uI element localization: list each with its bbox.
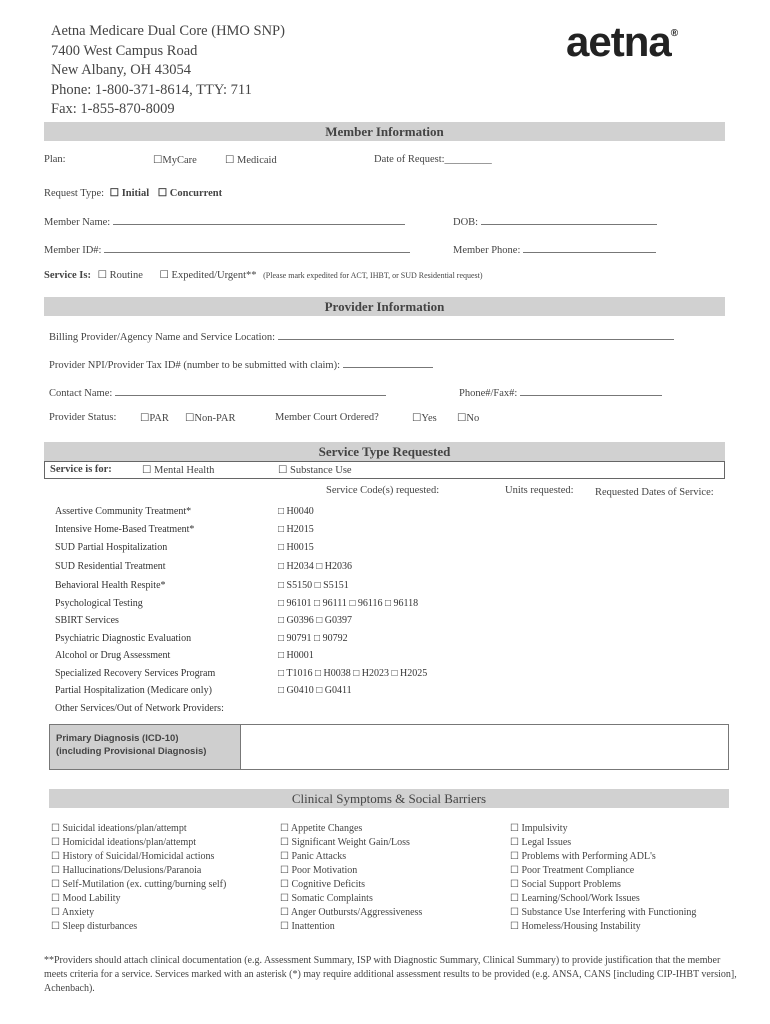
service-row-name: Psychological Testing	[55, 598, 143, 609]
service-row-codes[interactable]: □ H0040	[278, 506, 314, 517]
service-row-codes[interactable]: □ 90791 □ 90792	[278, 633, 348, 644]
provider-npi-field[interactable]	[49, 357, 433, 371]
service-row-codes[interactable]: □ T1016 □ H0038 □ H2023 □ H2025	[278, 668, 428, 679]
symptom-checkbox[interactable]: ☐ Learning/School/Work Issues	[510, 893, 640, 904]
plan-label: Plan:	[44, 154, 66, 165]
dob-line	[481, 214, 657, 225]
substance-use-checkbox[interactable]: ☐ Substance Use	[278, 465, 352, 476]
symptom-checkbox[interactable]: ☐ Significant Weight Gain/Loss	[280, 837, 410, 848]
units-column-header: Units requested:	[505, 485, 574, 496]
plan-medicaid-checkbox[interactable]: ☐ Medicaid	[225, 155, 277, 166]
symptom-checkbox[interactable]: ☐ Self-Mutilation (ex. cutting/burning self)	[51, 879, 227, 890]
dob-label: DOB:	[453, 217, 479, 228]
service-row-codes[interactable]: □ H2015	[278, 524, 314, 535]
symptom-checkbox[interactable]: ☐ Somatic Complaints	[280, 893, 373, 904]
address-line: Aetna Medicare Dual Core (HMO SNP)	[51, 23, 285, 39]
clinical-column-1	[51, 822, 226, 934]
symptom-checkbox[interactable]: ☐ Homeless/Housing Instability	[510, 921, 641, 932]
clinical-symptoms-header	[49, 789, 729, 808]
symptom-checkbox[interactable]: ☐ Problems with Performing ADL's	[510, 851, 656, 862]
symptom-checkbox[interactable]: ☐ Cognitive Deficits	[280, 879, 366, 890]
provider-npi-line	[343, 357, 433, 368]
service-row-codes[interactable]: □ H0001	[278, 650, 314, 661]
service-expedited-checkbox[interactable]: ☐ Expedited/Urgent**	[159, 270, 257, 281]
payer-address	[51, 22, 285, 120]
symptom-checkbox[interactable]: ☐ Social Support Problems	[510, 879, 621, 890]
symptom-checkbox[interactable]: ☐ Appetite Changes	[280, 823, 363, 834]
provider-info-header	[44, 297, 725, 316]
service-row-name: Alcohol or Drug Assessment	[55, 650, 171, 661]
member-name-field[interactable]	[44, 214, 405, 228]
provider-par-checkbox[interactable]: ☐PAR	[140, 413, 169, 424]
address-line: New Albany, OH 43054	[51, 62, 192, 78]
service-row-codes[interactable]: □ 96101 □ 96111 □ 96116 □ 96118	[278, 598, 419, 609]
service-for-label: Service is for:	[50, 464, 112, 475]
service-row-name: Behavioral Health Respite*	[55, 580, 166, 591]
phone-fax-label: Phone#/Fax#:	[459, 388, 518, 399]
court-no-checkbox[interactable]: ☐No	[457, 413, 480, 424]
logo-text: aetna	[566, 18, 671, 65]
footnote: **Providers should attach clinical documentation (e.g. Assessment Summary, ISP with Diagnostic Summary, Clinical Summary) to provide justification that the member meets criteria for a service. Services marked with an asterisk (*) may require additional assessment results to be provided (e.g. ANSA, CANS [including CIP-IHBT version], Achenbach).	[44, 955, 737, 994]
contact-name-field[interactable]	[49, 385, 386, 399]
aetna-logo	[566, 18, 678, 66]
member-id-line	[104, 242, 410, 253]
symptom-checkbox[interactable]: ☐ Legal Issues	[510, 837, 572, 848]
service-row-name: SUD Partial Hospitalization	[55, 542, 168, 553]
address-line: Phone: 1-800-371-8614, TTY: 711	[51, 81, 252, 98]
symptom-checkbox[interactable]: ☐ Homicidal ideations/plan/attempt	[51, 837, 197, 848]
provider-status-label: Provider Status:	[49, 412, 117, 423]
service-row-name: Intensive Home-Based Treatment*	[55, 524, 195, 535]
expedited-note: (Please mark expedited for ACT, IHBT, or SUD Residential request)	[263, 271, 483, 280]
symptom-checkbox[interactable]: ☐ Mood Lability	[51, 893, 121, 904]
section-title: Provider Information	[324, 299, 445, 314]
service-row-name: SBIRT Services	[55, 615, 119, 626]
service-is-row	[44, 269, 483, 281]
member-name-label: Member Name:	[44, 217, 111, 228]
billing-provider-field[interactable]	[49, 329, 674, 343]
primary-diagnosis-label	[50, 725, 241, 769]
service-is-label: Service Is:	[44, 270, 91, 281]
dates-column-header: Requested Dates of Service:	[595, 487, 714, 498]
court-yes-checkbox[interactable]: ☐Yes	[412, 413, 437, 424]
diagnosis-label-line: Primary Diagnosis (ICD-10)	[56, 733, 179, 744]
symptom-checkbox[interactable]: ☐ Substance Use Interfering with Functioning	[510, 907, 697, 918]
service-row-name: Specialized Recovery Services Program	[55, 668, 216, 679]
member-phone-field[interactable]	[453, 242, 656, 256]
member-phone-label: Member Phone:	[453, 245, 521, 256]
symptom-checkbox[interactable]: ☐ Poor Treatment Compliance	[510, 865, 635, 876]
symptom-checkbox[interactable]: ☐ Inattention	[280, 921, 335, 932]
member-id-label: Member ID#:	[44, 245, 102, 256]
section-title: Clinical Symptoms & Social Barriers	[291, 791, 487, 806]
symptom-checkbox[interactable]: ☐ History of Suicidal/Homicidal actions	[51, 851, 215, 862]
service-row-codes[interactable]: □ H2034 □ H2036	[278, 561, 353, 572]
request-initial-checkbox[interactable]: ☐ Initial	[109, 188, 150, 199]
diagnosis-label-line: (including Provisional Diagnosis)	[56, 746, 207, 757]
symptom-checkbox[interactable]: ☐ Panic Attacks	[280, 851, 347, 862]
request-type-row	[44, 187, 222, 199]
billing-provider-label: Billing Provider/Agency Name and Service Location:	[49, 332, 275, 343]
member-id-field[interactable]	[44, 242, 410, 256]
section-title: Service Type Requested	[318, 444, 451, 459]
contact-name-line	[115, 385, 386, 396]
service-row-name: Psychiatric Diagnostic Evaluation	[55, 633, 192, 644]
section-title: Member Information	[325, 124, 444, 139]
service-row-codes[interactable]: □ H0015	[278, 542, 314, 553]
service-type-header	[44, 442, 725, 461]
court-ordered-label: Member Court Ordered?	[275, 412, 379, 423]
address-line: 7400 West Campus Road	[51, 42, 198, 59]
symptom-checkbox[interactable]: ☐ Anxiety	[51, 907, 95, 918]
logo-registered-mark: ®	[670, 28, 679, 39]
service-codes-column-header: Service Code(s) requested:	[326, 485, 440, 496]
service-row-name: Partial Hospitalization (Medicare only)	[55, 685, 212, 696]
provider-npi-label: Provider NPI/Provider Tax ID# (number to be submitted with claim):	[49, 360, 340, 371]
symptom-checkbox[interactable]: ☐ Hallucinations/Delusions/Paranoia	[51, 865, 202, 876]
primary-diagnosis-box	[49, 724, 729, 770]
service-row-codes[interactable]: □ G0410 □ G0411	[278, 685, 352, 696]
date-of-request-field[interactable]: Date of Request:_________	[374, 154, 492, 165]
service-routine-checkbox[interactable]: ☐ Routine	[97, 270, 143, 281]
dob-field[interactable]	[453, 214, 657, 228]
phone-fax-line	[520, 385, 662, 396]
service-row-name: SUD Residential Treatment	[55, 561, 166, 572]
symptom-checkbox[interactable]: ☐ Impulsivity	[510, 823, 568, 834]
address-line: Fax: 1-855-870-8009	[51, 101, 175, 117]
billing-provider-line	[278, 329, 674, 340]
service-row-name: Assertive Community Treatment*	[55, 506, 192, 517]
clinical-column-3	[510, 822, 696, 934]
member-phone-line	[523, 242, 656, 253]
request-concurrent-checkbox[interactable]: ☐ Concurrent	[157, 188, 223, 199]
primary-diagnosis-input[interactable]	[242, 725, 728, 769]
member-name-line	[113, 214, 405, 225]
plan-mycare-checkbox[interactable]: ☐MyCare	[153, 155, 197, 166]
symptom-checkbox[interactable]: ☐ Poor Motivation	[280, 865, 358, 876]
symptom-checkbox[interactable]: ☐ Anger Outbursts/Aggressiveness	[280, 907, 423, 918]
service-row-codes[interactable]: □ S5150 □ S5151	[278, 580, 349, 591]
member-info-header	[44, 122, 725, 141]
symptom-checkbox[interactable]: ☐ Sleep disturbances	[51, 921, 138, 932]
clinical-column-2	[280, 822, 422, 934]
contact-name-label: Contact Name:	[49, 388, 113, 399]
mental-health-checkbox[interactable]: ☐ Mental Health	[142, 465, 215, 476]
service-row-codes[interactable]: □ G0396 □ G0397	[278, 615, 353, 626]
provider-nonpar-checkbox[interactable]: ☐Non-PAR	[185, 413, 236, 424]
request-type-label: Request Type:	[44, 188, 105, 199]
service-row-name: Other Services/Out of Network Providers:	[55, 703, 224, 714]
symptom-checkbox[interactable]: ☐ Suicidal ideations/plan/attempt	[51, 823, 187, 834]
phone-fax-field[interactable]	[459, 385, 662, 399]
